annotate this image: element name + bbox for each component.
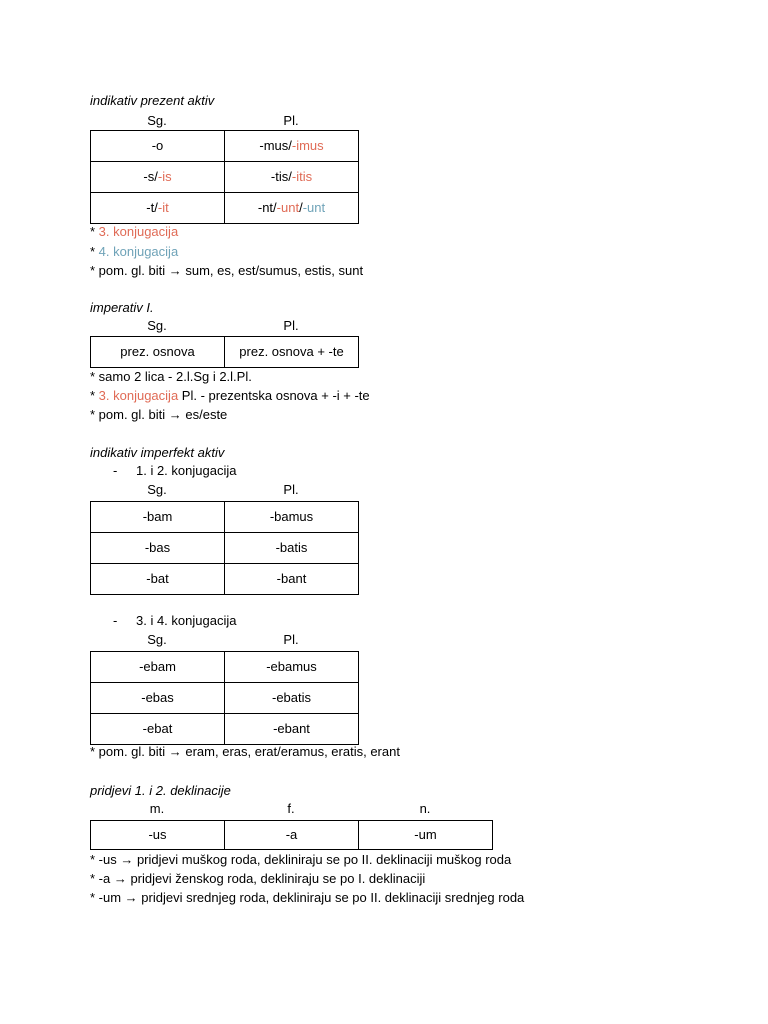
table-cell: -um: [359, 821, 493, 850]
table-row: [91, 652, 359, 683]
section-title-prezent: indikativ prezent aktiv: [90, 93, 215, 108]
header-pl: Pl.: [283, 482, 299, 497]
section-title-imperativ: imperativ I.: [90, 300, 154, 315]
table-cell: -o: [91, 131, 225, 162]
table-row: [91, 564, 359, 595]
table-cell: -s/-is: [91, 162, 225, 193]
table-row: [91, 821, 493, 850]
imperfekt-34-table: [90, 651, 359, 745]
note-biti-imperativ: * pom. gl. biti → es/este: [90, 407, 228, 422]
header-sg: Sg.: [147, 318, 167, 333]
table-cell: -t/-it: [91, 193, 225, 224]
note-a: * -a → pridjevi ženskog roda, dekliniraju se po I. deklinaciji: [90, 871, 426, 886]
table-row: [91, 502, 359, 533]
conj3-ending: -it: [157, 200, 169, 215]
table-cell: prez. osnova + -te: [225, 337, 359, 368]
prezent-table: [90, 130, 359, 224]
table-row: [91, 337, 359, 368]
header-n: n.: [419, 801, 431, 816]
note-conj3-imperativ: * 3. konjugacija Pl. - prezentska osnova + -i + -te: [90, 388, 370, 403]
table-row: [91, 714, 359, 745]
table-cell: -bas: [91, 533, 225, 564]
note-conj3: * 3. konjugacija: [90, 224, 179, 239]
header-pl: Pl.: [283, 632, 299, 647]
note-us: * -us → pridjevi muškog roda, dekliniraju se po II. deklinaciji muškog roda: [90, 852, 512, 867]
header-pl: Pl.: [283, 113, 299, 128]
table-cell: -ebatis: [225, 683, 359, 714]
table-cell: -batis: [225, 533, 359, 564]
header-m: m.: [149, 801, 165, 816]
imperativ-table: [90, 336, 359, 368]
table-cell: -nt/-unt/-unt: [225, 193, 359, 224]
section-title-imperfekt: indikativ imperfekt aktiv: [90, 445, 225, 460]
table-row: [91, 533, 359, 564]
list-bullet: -: [113, 463, 118, 478]
table-row: [91, 162, 359, 193]
table-cell: -bant: [225, 564, 359, 595]
table-cell: -ebas: [91, 683, 225, 714]
header-sg: Sg.: [147, 632, 167, 647]
header-sg: Sg.: [147, 113, 167, 128]
pridjevi-table: [90, 820, 493, 850]
header-f: f.: [287, 801, 295, 816]
table-row: [91, 131, 359, 162]
table-cell: -us: [91, 821, 225, 850]
note-samo-2-lica: * samo 2 lica - 2.l.Sg i 2.l.Pl.: [90, 369, 252, 384]
table-cell: -ebam: [91, 652, 225, 683]
list-bullet: -: [113, 613, 118, 628]
imperfekt-12-table: [90, 501, 359, 595]
table-row: [91, 193, 359, 224]
section-title-pridjevi: pridjevi 1. i 2. deklinacije: [90, 783, 231, 798]
table-cell: prez. osnova: [91, 337, 225, 368]
table-cell: -bam: [91, 502, 225, 533]
note-biti-imperfekt: * pom. gl. biti → eram, eras, erat/eramus, eratis, erant: [90, 744, 400, 759]
table-row: [91, 683, 359, 714]
table-cell: -ebamus: [225, 652, 359, 683]
note-conj4: * 4. konjugacija: [90, 244, 179, 259]
subheading-conj12: 1. i 2. konjugacija: [136, 463, 237, 478]
table-cell: -a: [225, 821, 359, 850]
subheading-conj34: 3. i 4. konjugacija: [136, 613, 237, 628]
table-cell: -ebat: [91, 714, 225, 745]
header-sg: Sg.: [147, 482, 167, 497]
note-um: * -um → pridjevi srednjeg roda, dekliniraju se po II. deklinaciji srednjeg roda: [90, 890, 525, 905]
conj3-ending: -is: [157, 169, 172, 184]
note-biti-prezent: * pom. gl. biti → sum, es, est/sumus, estis, sunt: [90, 263, 364, 278]
table-cell: -tis/-itis: [225, 162, 359, 193]
conj4-ending: -unt: [302, 200, 326, 215]
header-pl: Pl.: [283, 318, 299, 333]
table-cell: -mus/-imus: [225, 131, 359, 162]
table-cell: -ebant: [225, 714, 359, 745]
conj3-ending: -unt: [276, 200, 300, 215]
conj3-ending: -imus: [291, 138, 324, 153]
table-cell: -bamus: [225, 502, 359, 533]
conj3-ending: -itis: [291, 169, 313, 184]
table-cell: -bat: [91, 564, 225, 595]
